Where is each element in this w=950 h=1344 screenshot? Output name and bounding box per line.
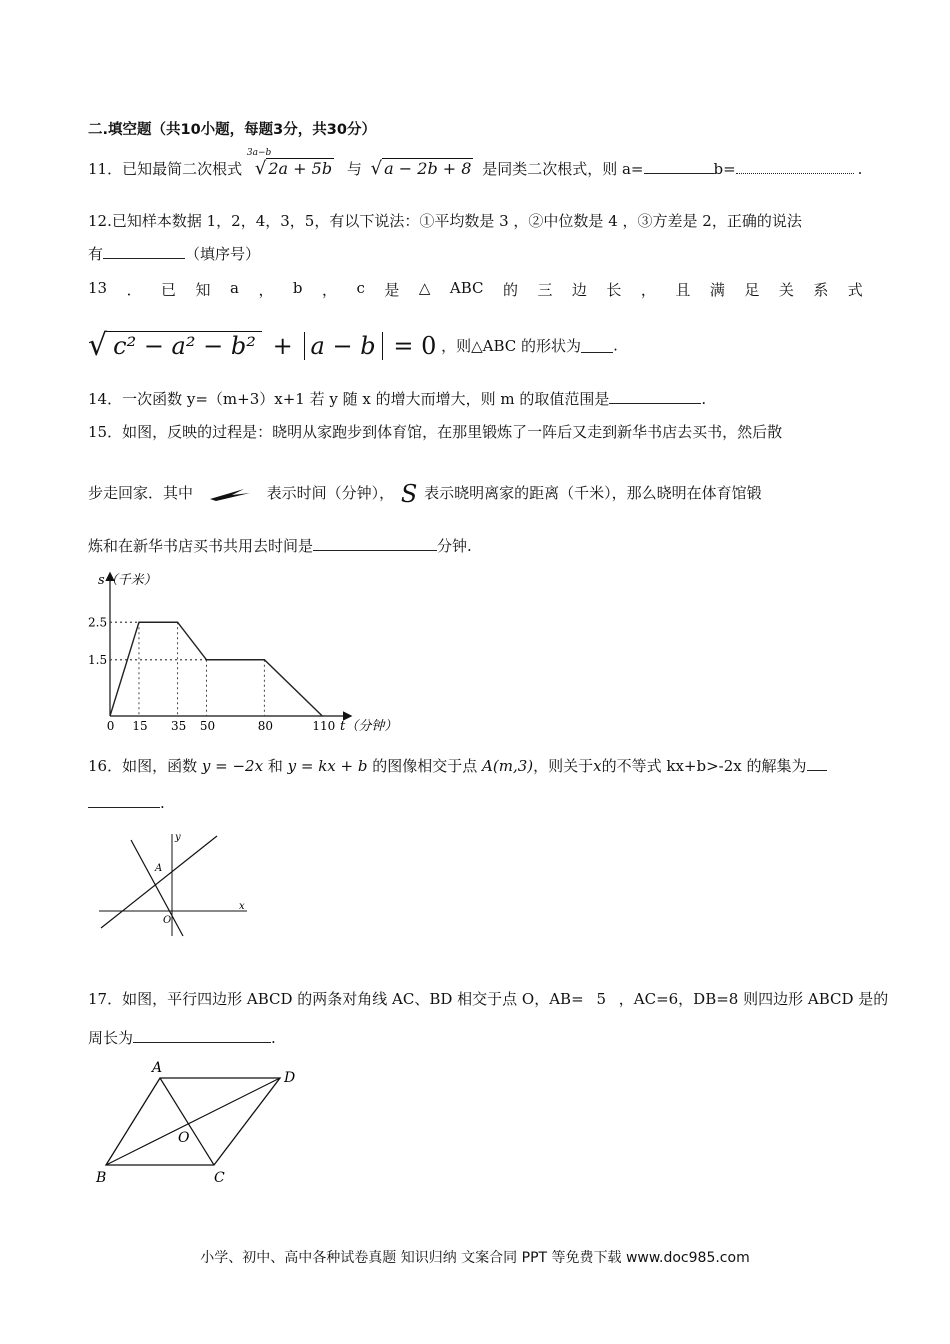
time-symbol-icon — [206, 485, 254, 503]
q14-end: . — [701, 390, 707, 408]
y-tick-label: 2.5 — [88, 615, 108, 630]
q11-mid: 与 — [346, 160, 362, 178]
line-kx-plus-b — [101, 836, 217, 928]
q13-suffix: ，则△ABC 的形状为 — [441, 337, 582, 355]
q13-token: 式 — [847, 281, 863, 299]
q13-formula-plus: + — [272, 331, 293, 360]
q13-token: 知 — [195, 281, 211, 299]
x-tick-label: 35 — [170, 719, 187, 733]
line-y-neg2x — [131, 840, 183, 936]
q13-token: a — [230, 279, 239, 297]
q16-blank-b[interactable] — [88, 793, 160, 808]
radical-sign-icon: √ — [370, 158, 383, 179]
q13-token: ， — [640, 281, 656, 299]
q16-end: . — [160, 794, 165, 812]
q16-suffix: 的不等式 kx+b>-2x 的解集为 — [601, 757, 807, 775]
q16-line-2 — [88, 793, 165, 812]
q17-ab-value: 5 — [596, 990, 606, 1008]
q17-line-2 — [88, 1027, 276, 1048]
q11-blank-b[interactable] — [736, 159, 854, 174]
q13-token: ， — [322, 281, 338, 299]
y-tick-label: 1.5 — [88, 652, 108, 667]
q15-blank[interactable] — [313, 536, 437, 551]
q13-token: 三 — [537, 281, 553, 299]
q15-line-2c: 表示晓明离家的距离（千米），那么晓明在体育馆锻 — [424, 484, 762, 502]
q13-formula-radicand: c² − a² − b² — [107, 331, 262, 360]
q12-line-1: 12.已知样本数据 1，2，4，3，5，有以下说法：①平均数是 3 ，②中位数是 4 ，③方差是 2，正确的说法 — [88, 212, 802, 230]
q13-line-1 — [88, 279, 863, 300]
q15-line-3 — [88, 535, 472, 556]
q15-s-symbol: S — [400, 480, 418, 508]
q11-suffix: 是同类二次根式，则 a= — [482, 160, 644, 178]
fig-point-a-label: A — [155, 863, 163, 874]
diagonal-ac — [160, 1078, 214, 1165]
x-tick-label: 15 — [132, 719, 148, 733]
parallelogram-figure — [90, 1058, 310, 1188]
vertex-a-label: A — [152, 1060, 163, 1076]
q13-blank[interactable] — [581, 338, 613, 353]
q11-prefix: 11．已知最简二次根式 — [88, 160, 243, 178]
q13-token: c — [356, 279, 365, 297]
q13-token: △ — [418, 279, 431, 297]
q12-blank[interactable] — [103, 244, 185, 259]
q13-token: 已 — [161, 281, 177, 299]
q14-blank[interactable] — [609, 389, 701, 404]
fig-y-label: y — [175, 832, 181, 843]
q13-token: 长 — [606, 281, 622, 299]
fig-x-label: x — [239, 901, 245, 912]
x-tick-label: 0 — [106, 719, 115, 733]
x-tick-label: 110 — [312, 719, 336, 733]
question-14 — [88, 388, 706, 409]
q13-token: 是 — [384, 281, 400, 299]
q13-token: 的 — [502, 281, 518, 299]
q11-end: . — [857, 160, 863, 178]
page-footer: 小学、初中、高中各种试卷真题 知识归纳 文案合同 PPT 等免费下载 www.doc985.com — [200, 1250, 750, 1266]
q11-radicand-1: 2a + 5b — [268, 159, 333, 178]
q15-line-3b: 分钟. — [437, 537, 472, 555]
q16-mid2: ，则关于 — [533, 757, 594, 775]
q13-token: 13 — [88, 279, 108, 297]
q13-formula-eq: = 0 — [393, 331, 437, 360]
q13-token: 且 — [675, 281, 691, 299]
q13-token: ABC — [449, 279, 484, 297]
q15-line-2b: 表示时间（分钟）， — [266, 484, 395, 502]
q17-line-2a: 周长为 — [88, 1029, 134, 1047]
series-line — [110, 622, 322, 716]
q16-prefix: 16．如图，函数 — [88, 757, 198, 775]
q12-prefix: 有 — [88, 245, 104, 263]
q13-token: 边 — [571, 281, 587, 299]
q13-end: . — [613, 336, 618, 355]
q16-figure — [95, 830, 255, 940]
q11-blank-a[interactable] — [644, 159, 714, 174]
q13-formula-abs: a − b — [304, 332, 383, 360]
q11-radical-2 — [371, 158, 474, 179]
q15-line-2a: 步走回家．其中 — [88, 484, 194, 502]
q17-line-1 — [88, 988, 888, 1009]
q11-root-index: 3a−b — [246, 148, 272, 158]
q16-var: x — [593, 757, 602, 775]
q12-suffix: （填序号） — [185, 245, 261, 263]
vertex-b-label: B — [96, 1170, 107, 1186]
vertex-d-label: D — [284, 1070, 296, 1086]
section-title: 二.填空题（共10小题，每题3分，共30分） — [88, 122, 376, 138]
radical-sign-icon: √ — [254, 158, 267, 179]
distance-time-chart — [88, 568, 408, 738]
q16-point: A(m,3) — [482, 757, 534, 775]
q15-line-2 — [88, 480, 762, 514]
q11-b-label: b= — [713, 160, 736, 178]
q13-token: 足 — [744, 281, 760, 299]
q13-token: 系 — [813, 281, 829, 299]
q17-line-1b: ，AC=6，DB=8 则四边形 ABCD 是的 — [618, 990, 889, 1008]
q15-line-3a: 炼和在新华书店买书共用去时间是 — [88, 537, 314, 555]
q11-radical-1 — [246, 148, 334, 179]
q16-mid: 的图像相交于点 — [372, 757, 478, 775]
q16-and: 和 — [267, 757, 283, 775]
q13-token: 满 — [709, 281, 725, 299]
q17-line-1a: 17．如图，平行四边形 ABCD 的两条对角线 AC、BD 相交于点 O，AB= — [88, 990, 584, 1008]
q11-radicand-2: a − 2b + 8 — [384, 159, 472, 178]
fig-origin-label: O — [163, 915, 172, 926]
question-11 — [88, 148, 863, 188]
q15-line-1: 15．如图，反映的过程是：晓明从家跑步到体育馆，在那里锻炼了一阵后又走到新华书店去买书，然后散 — [88, 423, 783, 441]
q12-line-2 — [88, 243, 260, 264]
q16-line-1 — [88, 755, 827, 776]
center-o-label: O — [178, 1130, 190, 1146]
radical-sign-icon: √ — [88, 328, 108, 363]
q16-blank-a[interactable] — [807, 756, 827, 771]
q13-token: 关 — [778, 281, 794, 299]
q13-token: b — [292, 279, 303, 297]
diagonal-bd — [106, 1078, 280, 1165]
vertex-c-label: C — [214, 1170, 225, 1186]
q14-text: 14．一次函数 y=（m+3）x+1 若 y 随 x 的增大而增大，则 m 的取值范围是 — [88, 390, 610, 408]
q16-f2: y = kx + b — [287, 757, 368, 775]
q17-blank[interactable] — [133, 1028, 271, 1043]
x-axis-label: t（分钟） — [340, 719, 398, 734]
q13-line-2 — [88, 328, 618, 368]
x-tick-label: 80 — [257, 719, 274, 733]
x-tick-label: 50 — [199, 719, 216, 733]
q13-token: ． — [126, 281, 142, 299]
q16-f1: y = −2x — [201, 757, 264, 775]
q13-token: ， — [258, 281, 274, 299]
q17-end: . — [271, 1029, 276, 1047]
y-axis-label: s（千米） — [98, 573, 157, 588]
